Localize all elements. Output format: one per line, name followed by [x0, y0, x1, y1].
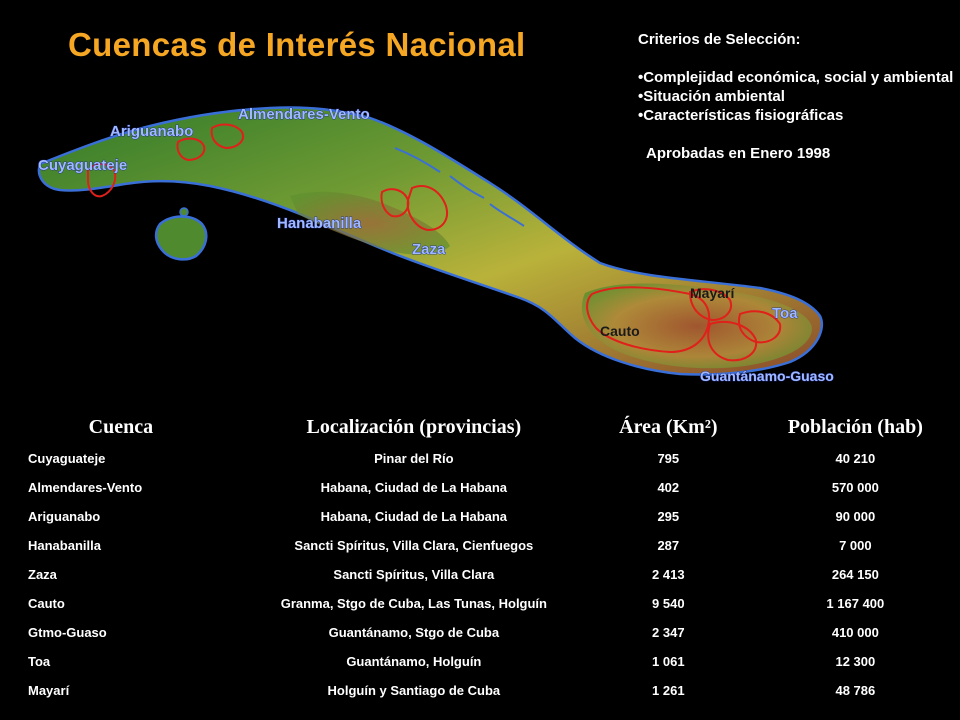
table-row	[0, 560, 960, 589]
islet	[180, 208, 188, 216]
cell-cuenca: Almendares-Vento	[28, 480, 143, 495]
map-label-cuyaguateje: Cuyaguateje	[38, 157, 128, 174]
criteria-item: •Características fisiográficas	[638, 107, 844, 124]
criteria-heading: Criterios de Selección:	[638, 31, 801, 48]
cell-area: 2 413	[652, 567, 685, 582]
map-label-ariguanabo: Ariguanabo	[110, 123, 194, 140]
cell-cuenca: Cuyaguateje	[28, 451, 106, 466]
cell-localizacion: Holguín y Santiago de Cuba	[327, 683, 501, 698]
table-row	[0, 589, 960, 618]
cell-poblacion: 12 300	[835, 654, 876, 669]
map-label-cauto: Cauto	[600, 323, 640, 339]
cell-poblacion: 570 000	[831, 480, 879, 495]
cell-area: 795	[657, 451, 680, 466]
cell-poblacion: 1 167 400	[826, 596, 885, 611]
cell-cuenca: Zaza	[28, 567, 57, 582]
criteria-item: •Complejidad económica, social y ambiental	[638, 69, 954, 86]
cell-poblacion: 410 000	[831, 625, 879, 640]
cell-localizacion: Sancti Spíritus, Villa Clara, Cienfuegos	[294, 538, 534, 553]
map-label-mayari: Mayarí	[690, 285, 735, 301]
table-row	[0, 676, 960, 705]
table-row	[0, 444, 960, 473]
cell-area: 9 540	[652, 596, 685, 611]
map-label-guantanamo-guaso: Guantánamo-Guaso	[700, 368, 834, 384]
table-row	[0, 473, 960, 502]
cell-localizacion: Pinar del Río	[374, 451, 454, 466]
cell-area: 2 347	[652, 625, 685, 640]
cell-localizacion: Granma, Stgo de Cuba, Las Tunas, Holguín	[280, 596, 547, 611]
cell-poblacion: 48 786	[835, 683, 876, 698]
cell-localizacion: Guantánamo, Stgo de Cuba	[328, 625, 500, 640]
cell-poblacion: 90 000	[835, 509, 876, 524]
cell-cuenca: Ariguanabo	[28, 509, 101, 524]
map-label-toa: Toa	[772, 305, 798, 322]
cell-cuenca: Gtmo-Guaso	[28, 625, 107, 640]
table-row	[0, 647, 960, 676]
cell-cuenca: Hanabanilla	[28, 538, 101, 553]
isla-de-la-juventud	[156, 217, 206, 260]
table-header-row	[0, 410, 960, 444]
cell-localizacion: Habana, Ciudad de La Habana	[320, 480, 508, 495]
cell-cuenca: Mayarí	[28, 683, 70, 698]
cell-area: 402	[657, 480, 680, 495]
cell-cuenca: Toa	[28, 654, 51, 669]
criteria-item: •Situación ambiental	[638, 88, 785, 105]
column-header-cuenca: Cuenca	[88, 415, 154, 438]
table-row	[0, 531, 960, 560]
cell-cuenca: Cauto	[28, 596, 65, 611]
column-header-localizacion: Localización (provincias)	[306, 415, 522, 438]
page-title: Cuencas de Interés Nacional	[68, 26, 526, 63]
cell-area: 295	[657, 509, 680, 524]
map-label-almendares-vento: Almendares-Vento	[238, 106, 370, 123]
table-row	[0, 618, 960, 647]
cell-area: 1 061	[652, 654, 685, 669]
cell-localizacion: Sancti Spíritus, Villa Clara	[333, 567, 495, 582]
cell-poblacion: 264 150	[831, 567, 879, 582]
column-header-area: Área (Km²)	[619, 415, 718, 438]
column-header-poblacion: Población (hab)	[787, 415, 923, 438]
cell-poblacion: 40 210	[835, 451, 876, 466]
basins-table	[0, 410, 960, 705]
map-label-hanabanilla: Hanabanilla	[277, 215, 362, 232]
approval-date: Aprobadas en Enero 1998	[646, 145, 831, 162]
cell-area: 287	[657, 538, 680, 553]
cell-localizacion: Habana, Ciudad de La Habana	[320, 509, 508, 524]
cell-poblacion: 7 000	[839, 538, 872, 553]
cuba-relief-map	[0, 88, 960, 398]
cell-localizacion: Guantánamo, Holguín	[346, 654, 482, 669]
table-row	[0, 502, 960, 531]
map-label-zaza: Zaza	[412, 241, 446, 258]
cell-area: 1 261	[652, 683, 685, 698]
